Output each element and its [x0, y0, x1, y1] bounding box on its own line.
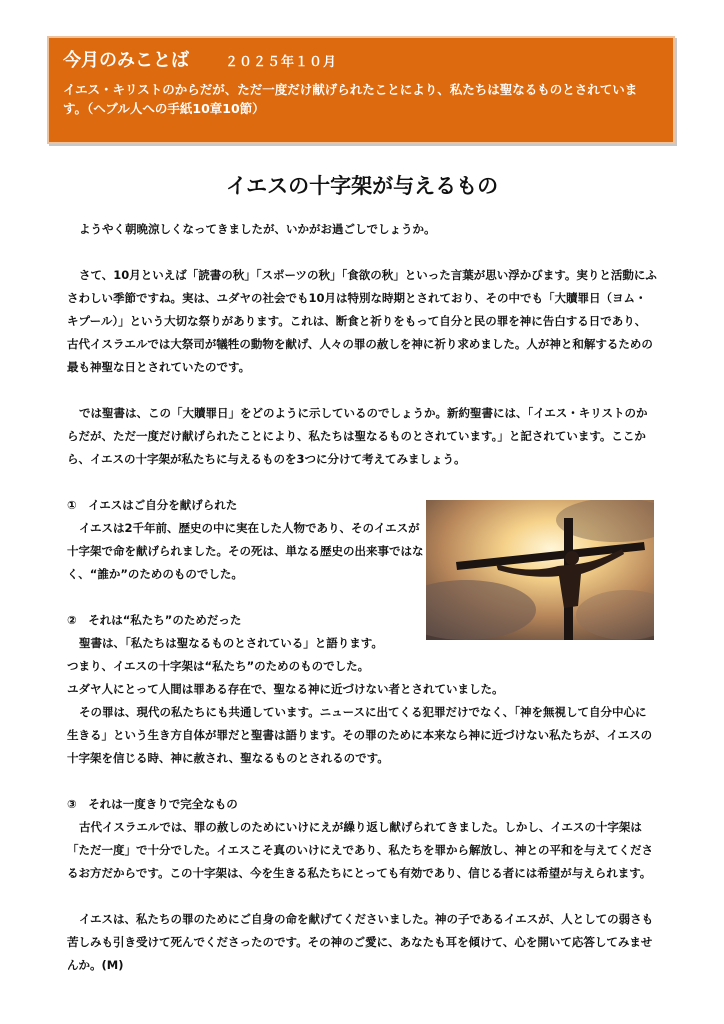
section-heading-1: ① イエスはご自分を献げられた [67, 498, 238, 512]
section-text-2d: その罪は、現代の私たちにも共通しています。ニュースに出てくる犯罪だけでなく、「神を無視して自分中心に生きる」という生き方自体が罪だと聖書は語ります。その罪のために本来なら神に近づけない私たちが、イエスの十字架を信じる時、神に赦され、聖なるものとされるのです。 [67, 705, 653, 765]
header-box [47, 36, 675, 144]
intro-paragraph: ようやく朝晩涼しくなってきましたが、いかがお過ごしでしょうか。 [79, 222, 436, 236]
closing-paragraph: イエスは、私たちの罪のためにご自身の命を献げてくださいました。神の子であるイエスが、人としての弱さも苦しみも引き受けて死んでくださったのです。その神のご愛に、あなたも耳を傾けて、心を開いて応答してみませんか。(M) [67, 912, 654, 972]
section-text-2c: ユダヤ人にとって人間は罪ある存在で、聖なる神に近づけない者とされていました。 [67, 682, 504, 696]
section-heading-3: ③ それは一度きりで完全なもの [67, 797, 238, 811]
paragraph-2: では聖書は、この「大贖罪日」をどのように示しているのでしょうか。新約聖書には、「イエス・キリストのからだが、ただ一度だけ献げられたことにより、私たちは聖なるものとされています。」と記されています。ここから、イエスの十字架が私たちに与えるものを3つに分けて考えてみましょう。 [67, 406, 648, 466]
section-heading-2: ② それは“私たち”のためだった [67, 613, 242, 627]
crucifix-photo [426, 500, 654, 640]
article-title: イエスの十字架が与えるもの [225, 173, 499, 198]
section-text-3: 古代イスラエルでは、罪の赦しのためにいけにえが繰り返し献げられてきました。しかし、イエスの十字架は「ただ一度」で十分でした。イエスこそ真のいけにえであり、私たちを罪から解放し、神との平和を与えてくださるお方だからです。この十字架は、今を生きる私たちにとっても有効であり、信じる者には希望が与えられます。 [67, 820, 654, 880]
paragraph-1: さて、10月といえば「読書の秋」「スポーツの秋」「食欲の秋」といった言葉が思い浮かびます。実りと活動にふさわしい季節ですね。実は、ユダヤの社会でも10月は特別な時期とされており、その中でも「大贖罪日（ヨム・キプール）」という大切な祭りがあります。これは、断食と祈りをもって自分と民の罪を神に告白する日であり、古代イスラエルでは大祭司が犠牲の動物を献げ、人々の罪の赦しを神に祈り求めました。人が神と和解するための最も神聖な日とされていたのです。 [67, 268, 657, 374]
header-title: 今月のみことば [63, 50, 189, 71]
header-date: ２０２５年１０月 [225, 55, 338, 70]
crucifix-illustration [426, 500, 654, 640]
header-verse: イエス・キリストのからだが、ただ一度だけ献げられたことにより、私たちは聖なるものとされています。（ヘブル人への手紙10章10節） [63, 82, 638, 116]
section-text-2a: 聖書は、「私たちは聖なるものとされている」と語ります。 [79, 636, 383, 650]
section-text-2b: つまり、イエスの十字架は“私たち”のためのものでした。 [67, 659, 370, 673]
section-text-1: イエスは2千年前、歴史の中に実在した人物であり、そのイエスが十字架で命を献げられました。その死は、単なる歴史の出来事ではなく、“誰か”のためのものでした。 [67, 521, 424, 581]
